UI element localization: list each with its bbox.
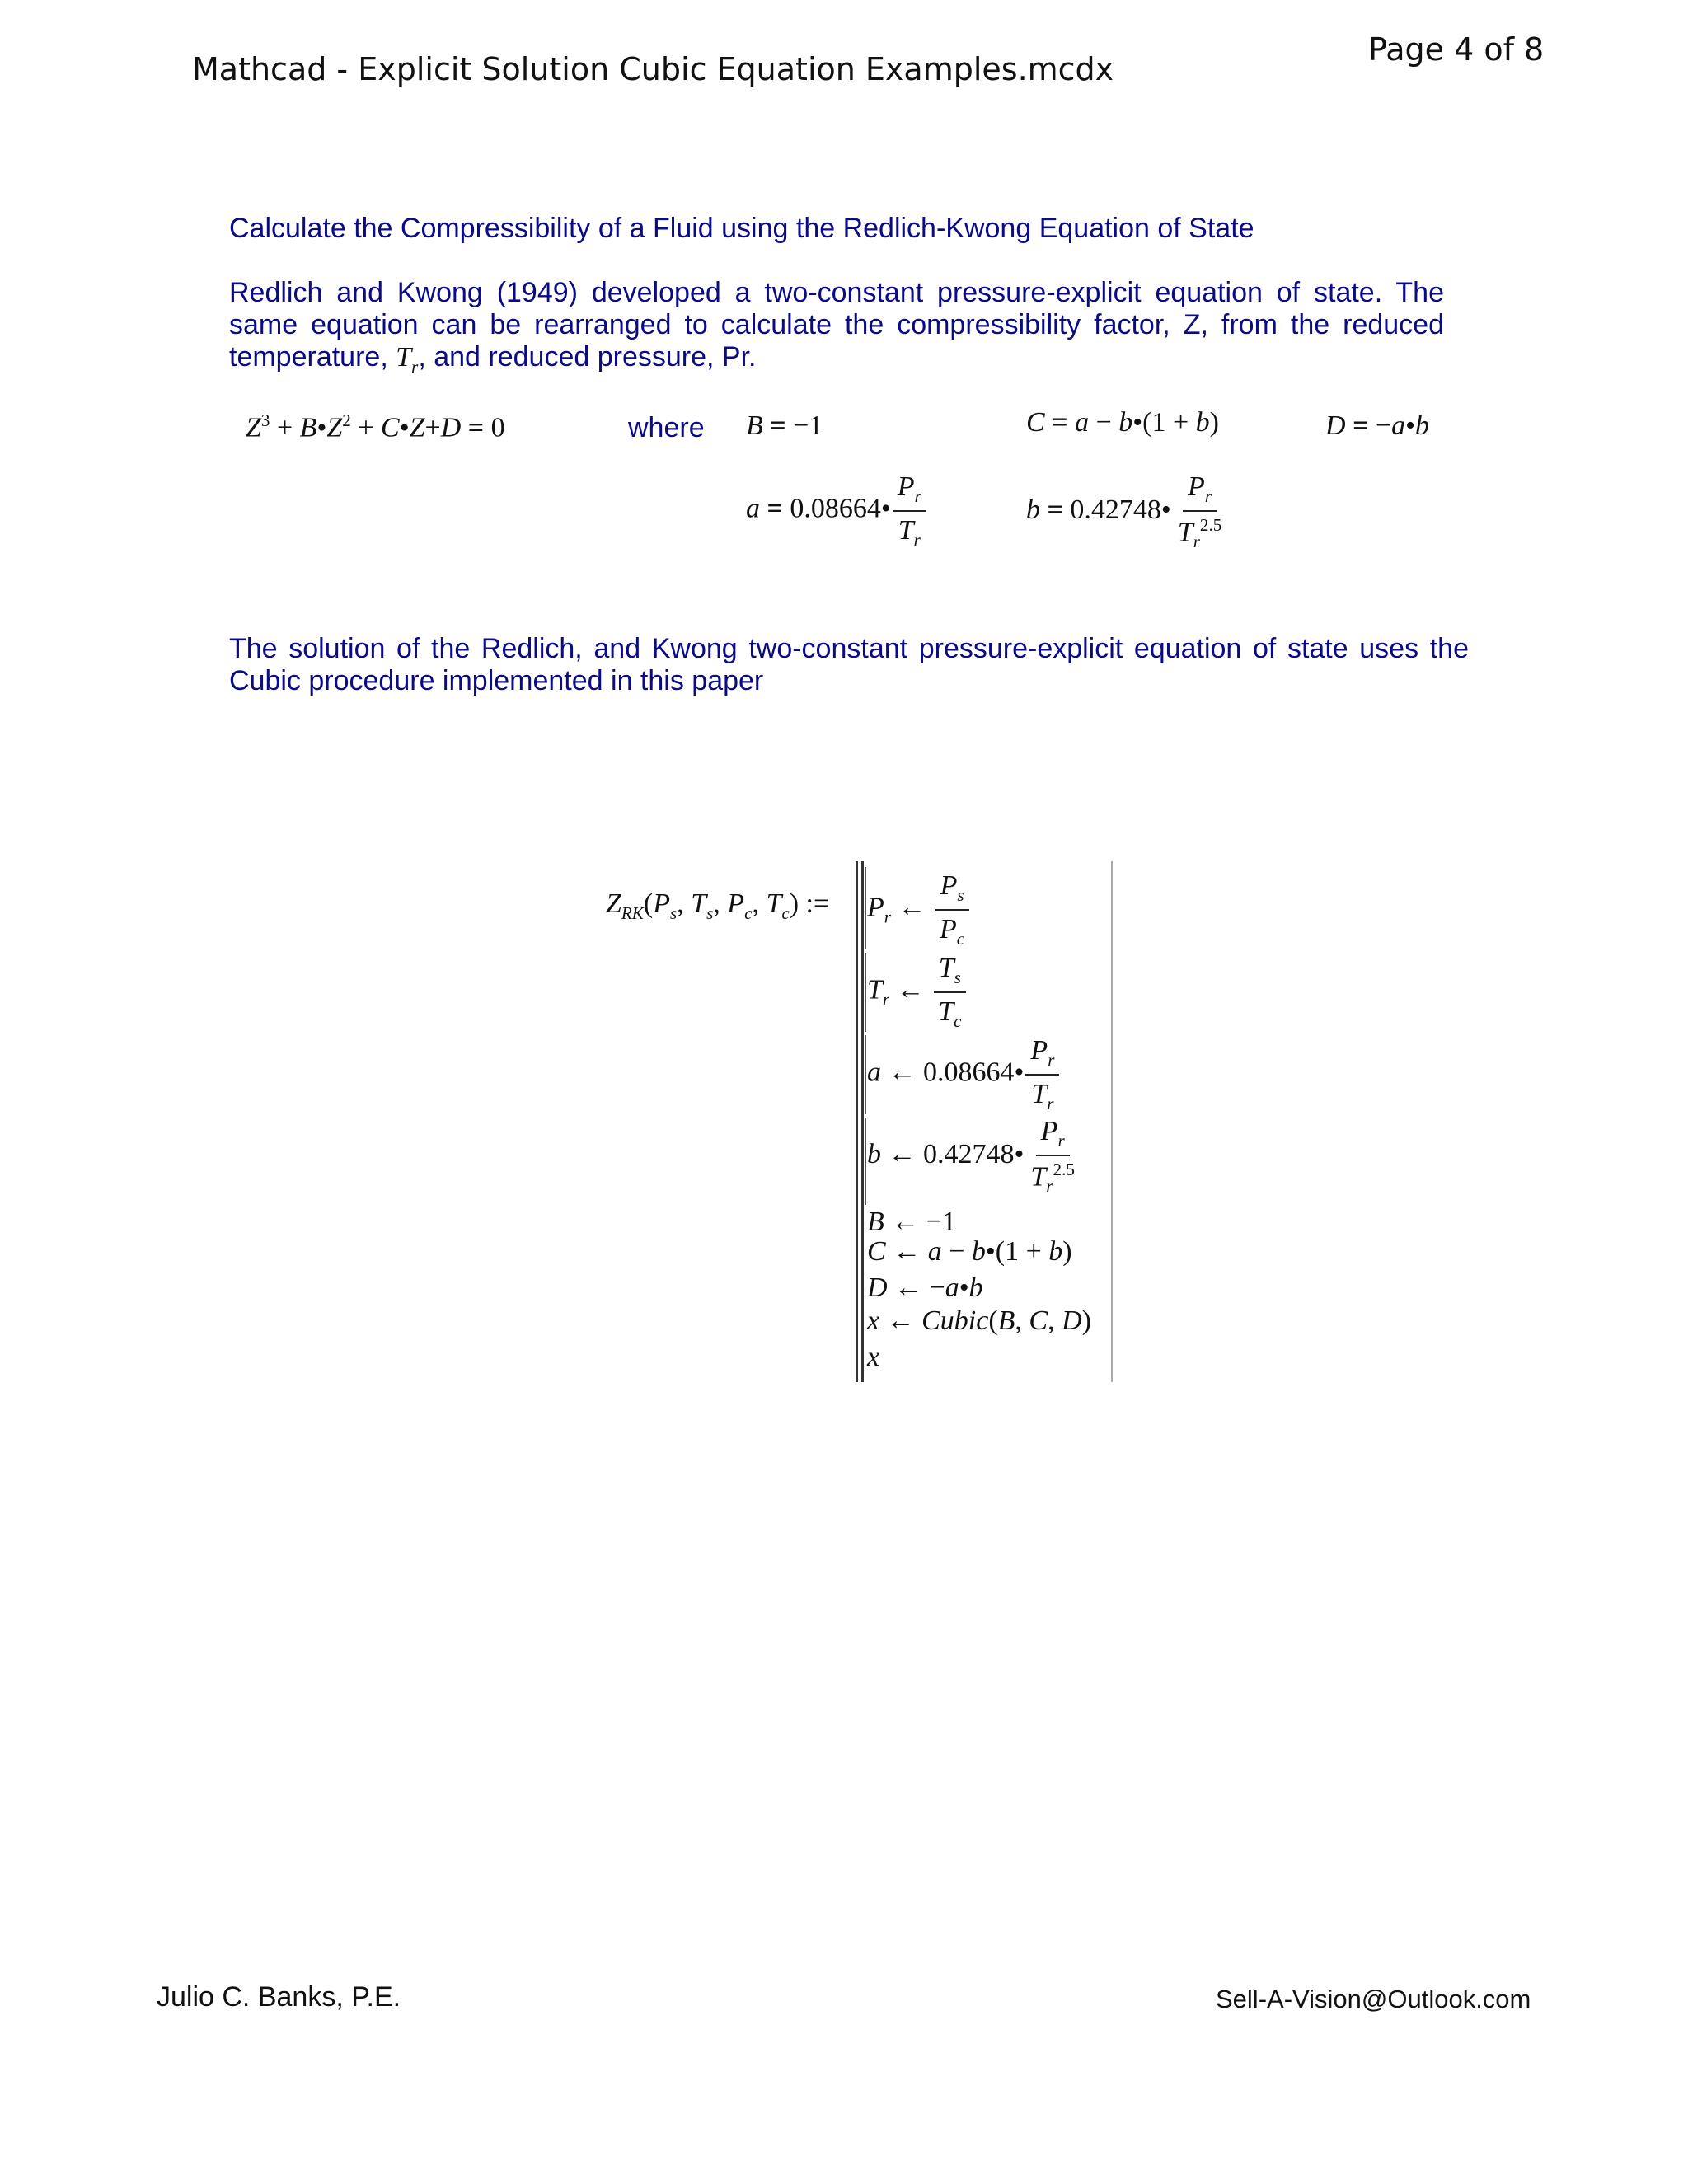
a-coefficient: 0.08664 xyxy=(790,493,881,524)
intro-paragraph xyxy=(229,277,1444,383)
prog-Pr-over-Tr-pow-fraction: $\frac{P_r}{T_r^{2.5}}$ xyxy=(1030,1116,1075,1196)
line-tick-3 xyxy=(865,1035,866,1114)
cubic-equation: $Z^3$ + $B•Z^2$ + C•Z+D = 0 xyxy=(246,410,505,443)
line-tick-4 xyxy=(865,1118,866,1205)
program-line-x: x ← Cubic(B, C, D) xyxy=(867,1305,1091,1336)
program-return-x: x xyxy=(867,1342,880,1372)
program-line-pr: $P_r$ ← $\frac{P_s}{P_c}$ xyxy=(867,872,971,948)
solution-paragraph: The solution of the Redlich, and Kwong two-constant pressure-explicit equation of state uses the Cubic procedure implemented in this paper xyxy=(229,633,1469,696)
program-line-tr: $T_r$ ← $\frac{T_s}{T_c}$ xyxy=(867,954,968,1030)
D-definition: D = −a•b xyxy=(1325,410,1430,441)
reduced-temperature-symbol: $T_r$ xyxy=(396,342,419,377)
b-coefficient: 0.42748 xyxy=(1070,494,1161,525)
section-heading: Calculate the Compressibility of a Fluid using the Redlich-Kwong Equation of State xyxy=(229,213,1254,244)
Pr-over-Tr-pow-fraction: $\frac{P_r}{T_r^{2.5}}$ xyxy=(1177,471,1222,551)
line-tick-1 xyxy=(865,867,866,949)
intro-text-2: , and reduced pressure, Pr. xyxy=(418,341,757,373)
program-bracket-outer xyxy=(856,861,858,1382)
program-right-border xyxy=(1111,861,1113,1382)
Pr-over-Tr-fraction: $\frac{P_r}{T_r}$ xyxy=(893,473,926,549)
program-line-D: D ← −a•b xyxy=(867,1272,983,1303)
program-line-B: B ← −1 xyxy=(867,1207,956,1237)
cubic-function-call: Cubic xyxy=(921,1305,989,1336)
B-definition: B = −1 xyxy=(746,410,823,441)
where-label: where xyxy=(628,412,705,443)
program-line-C: C ← a − b•(1 + b) xyxy=(867,1236,1072,1267)
document-title: Mathcad - Explicit Solution Cubic Equation Examples.mcdx xyxy=(192,51,1114,87)
a-definition: a = 0.08664• $\frac{P_r}{T_r}$ xyxy=(746,473,928,549)
Ps-over-Pc-fraction: $\frac{P_s}{P_c}$ xyxy=(935,872,969,948)
line-tick-2 xyxy=(865,953,866,1032)
footer-author: Julio C. Banks, P.E. xyxy=(157,1981,401,2013)
B-value: −1 xyxy=(793,410,823,441)
program-line-a: a ← 0.08664• $\frac{P_r}{T_r}$ xyxy=(867,1037,1061,1113)
b-definition: b = 0.42748• $\frac{P_r}{T_r^{2.5}}$ xyxy=(1026,473,1228,551)
C-definition: C = a − b•(1 + b) xyxy=(1026,407,1219,438)
zrk-function-signature: $Z_{RK}(P_s$, $T_s$, $P_c$, $T_c$) := xyxy=(606,888,830,923)
prog-Pr-over-Tr-fraction: $\frac{P_r}{T_r}$ xyxy=(1025,1037,1059,1113)
intro-text-1: Redlich and Kwong (1949) developed a two-constant pressure-explicit equation of state. The same equation can be rearranged to calculate the compressibility factor, Z, from the reduced temperature, xyxy=(229,277,1444,373)
Ts-over-Tc-fraction: $\frac{T_s}{T_c}$ xyxy=(933,954,966,1030)
program-line-b: b ← 0.42748• $\frac{P_r}{T_r^{2.5}}$ xyxy=(867,1118,1081,1195)
footer-email: Sell-A-Vision@Outlook.com xyxy=(1216,1985,1531,2013)
page-number: Page 4 of 8 xyxy=(1368,31,1545,68)
program-bracket-inner xyxy=(861,861,864,1382)
